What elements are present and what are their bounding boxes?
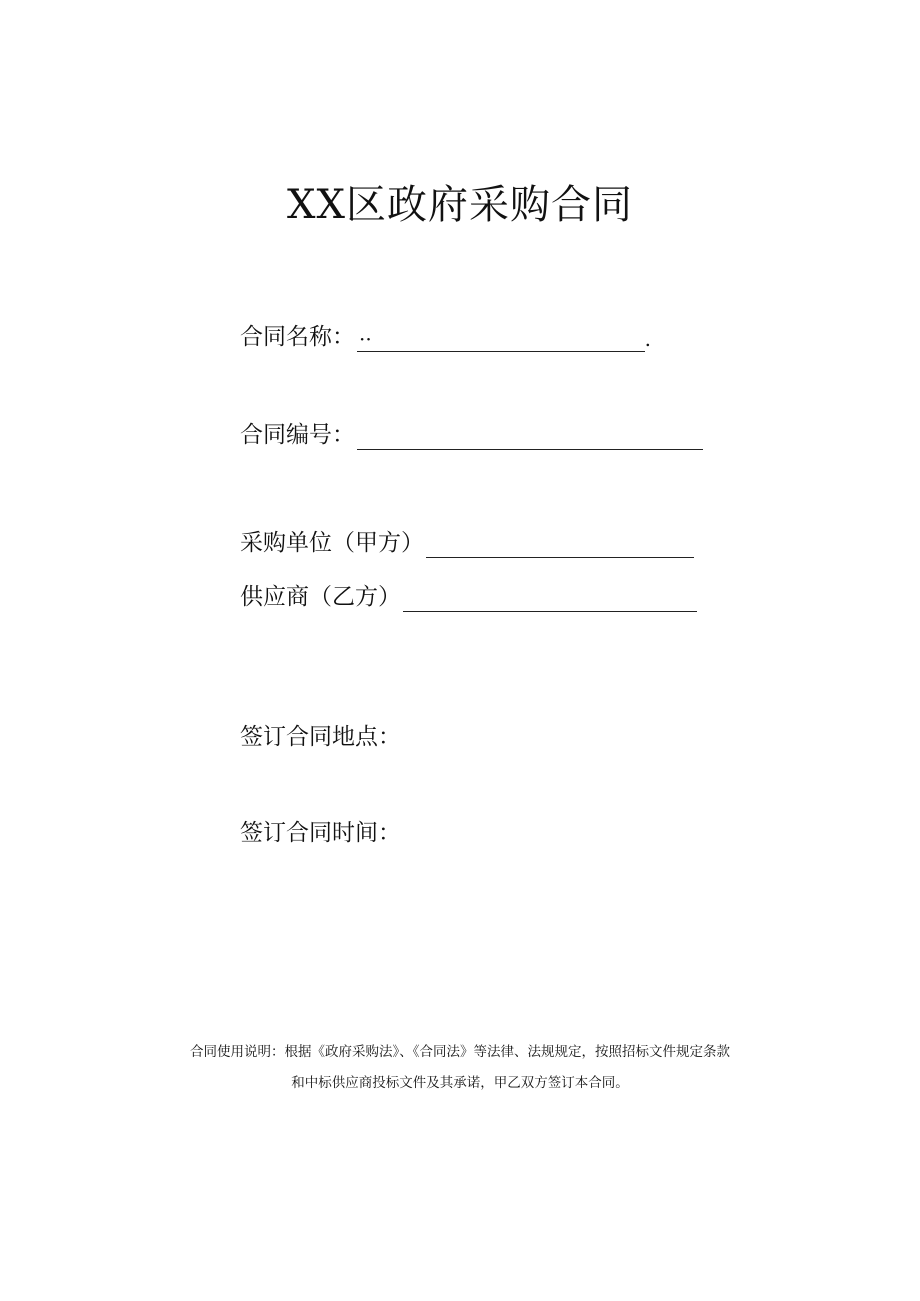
supplier-label: 供应商（乙方） bbox=[240, 584, 401, 610]
contract-number-row bbox=[240, 416, 703, 450]
contract-name-row bbox=[240, 318, 651, 352]
contract-name-prefix-dots: ·· bbox=[359, 327, 372, 351]
signing-place-label: 签订合同地点： bbox=[240, 724, 401, 750]
purchaser-label: 采购单位（甲方） bbox=[240, 530, 424, 556]
signing-time-row bbox=[240, 814, 401, 848]
supplier-row bbox=[240, 578, 697, 612]
contract-number-blank[interactable] bbox=[357, 421, 703, 450]
supplier-blank[interactable] bbox=[403, 583, 697, 612]
contract-name-label: 合同名称： bbox=[240, 324, 355, 350]
signing-time-label: 签订合同时间： bbox=[240, 820, 401, 846]
purchaser-blank[interactable] bbox=[426, 529, 694, 558]
signing-place-row bbox=[240, 718, 401, 752]
usage-note-line-2: 和中标供应商投标文件及其承诺，甲乙双方签订本合同。 bbox=[291, 1075, 629, 1091]
usage-note-line-1: 合同使用说明：根据《政府采购法》、《合同法》等法律、法规规定，按照招标文件规定条款 bbox=[190, 1044, 730, 1060]
contract-name-suffix-dot: . bbox=[644, 327, 651, 351]
contract-number-label: 合同编号： bbox=[240, 422, 355, 448]
contract-name-blank[interactable] bbox=[357, 323, 651, 352]
purchaser-row bbox=[240, 524, 694, 558]
document-title: XX区政府采购合同 bbox=[287, 182, 633, 228]
